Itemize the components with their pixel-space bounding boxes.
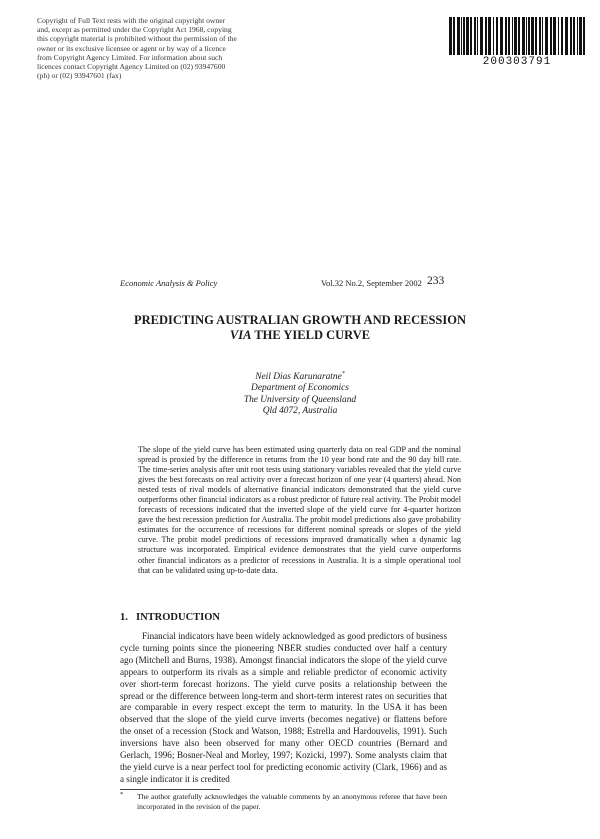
barcode-number: 200303791 <box>482 56 552 68</box>
barcode-bar <box>449 17 452 55</box>
barcode-bar <box>470 17 472 55</box>
barcode-bar <box>474 17 476 55</box>
barcode-bar <box>577 17 578 55</box>
running-head-volume: Vol.32 No.2, September 2002 <box>321 278 422 288</box>
barcode-bar <box>477 17 478 55</box>
section-number: 1. <box>120 612 128 623</box>
barcode-bar <box>531 17 534 55</box>
author-university: The University of Queensland <box>243 394 357 405</box>
barcode-bar <box>573 17 575 55</box>
footnote-rule <box>120 789 220 790</box>
barcode-bar <box>553 17 556 55</box>
running-head-journal: Economic Analysis & Policy <box>120 278 218 288</box>
author-block <box>200 369 400 417</box>
section-heading <box>120 612 220 623</box>
author-department: Department of Economics <box>251 383 349 394</box>
author-location: Qld 4072, Australia <box>262 406 338 417</box>
barcode-bar <box>579 17 582 55</box>
title-line-1: PREDICTING AUSTRALIAN GROWTH AND RECESSION <box>133 313 466 327</box>
barcode-bar <box>466 17 469 55</box>
barcode-bar <box>518 17 520 55</box>
barcode-bar <box>461 17 462 55</box>
paper-title <box>100 313 500 343</box>
page-number: 233 <box>427 275 445 287</box>
barcode-bar <box>488 17 491 55</box>
barcode-bar <box>508 17 510 55</box>
author-name-line <box>200 369 400 383</box>
barcode-bar <box>485 17 487 55</box>
author-name: Neil Dias Karunaratne <box>255 372 342 383</box>
barcode-bar <box>512 17 513 55</box>
section-title: INTRODUCTION <box>136 612 221 623</box>
barcode-bar <box>526 17 527 55</box>
barcode-bar <box>500 17 503 55</box>
barcode <box>447 17 587 68</box>
barcode-bar <box>453 17 455 55</box>
barcode-bar <box>514 17 517 55</box>
barcode-bar <box>583 17 585 55</box>
barcode-bar <box>480 17 483 55</box>
barcode-bar <box>558 17 559 55</box>
footnote-text: The author gratefully acknowledges the valuable comments by an anonymous referee that have been incorporated in the revision of the paper. <box>137 792 447 811</box>
footnote <box>120 792 447 811</box>
barcode-bar <box>561 17 563 55</box>
barcode-bar <box>545 17 548 55</box>
author-footnote-marker: * <box>341 371 345 377</box>
barcode-bar <box>570 17 572 55</box>
barcode-bar <box>535 17 537 55</box>
barcode-bar <box>565 17 568 55</box>
abstract: The slope of the yield curve has been estimated using quarterly data on real GDP and the nominal spread is proxied by the difference in returns from the 10 year bond rate and the 90 day bill rate. The time-series analysis after unit root tests using stationary variables revealed that the yield curve gives the best forecasts on real activity over a forecast horizon of one year (4 quarters) ahead. Non nested tests of rival models of alternative financial indicators demonstrated that the yield curve outperforms other financial indicators as a robust predictor of future real activity. The Probit model forecasts of recessions indicated that the inverted slope of the yield curve for 4-quarter horizon gave the best recession prediction for Australia. The probit model predictions also gave probability estimates for the occurrence of recessions for different nominal spreads or slopes of the yield curve. The probit model predictions of recessions improved dramatically when a dynamic lag structure was incorporated. Empirical evidence demonstrates that the yield curve outperforms other financial indicators as a predictor of recessions in Australia. It is a simple operational tool that can be validated using up-to-date data. <box>138 445 461 575</box>
title-line-2-rest: THE YIELD CURVE <box>251 328 371 342</box>
body-paragraph: Financial indicators have been widely acknowledged as good predictors of business cycle turning points since the pioneering NBER studies conducted over half a century ago (Mitchell and Burns, 1938). Amongst financial indicators the slope of the yield curve appears to outperform its rivals as a simple and reliable predictor of economic activity over short-term forecast horizons. The yield curve posits a relationship between the spread or the difference between long-term and short-term interest rates on securities that are comparable in every respect except the term to maturity. In the USA it has been observed that the slope of the yield curve inverts (becomes negative) or flattens before the onset of a recession (Stock and Watson, 1988; Estrella and Hardouvelis, 1991). Such inversions have also been observed for many other OECD countries (Bernard and Gerlach, 1996; Bosner-Neal and Morley, 1997; Kozicki, 1997). Some analysts claim that the yield curve is a near perfect tool for predicting economic activity (Clark, 1966) and as a single indicator it is credited <box>120 631 447 784</box>
barcode-bar <box>528 17 530 55</box>
barcode-bar <box>539 17 541 55</box>
barcode-bar <box>463 17 465 55</box>
title-line-2 <box>100 328 500 343</box>
barcode-bar <box>542 17 543 55</box>
barcode-bar <box>505 17 507 55</box>
footnote-marker: * <box>120 791 124 798</box>
barcode-bar <box>522 17 525 55</box>
barcode-image <box>447 17 587 55</box>
barcode-bar <box>493 17 494 55</box>
title-via: VIA <box>229 328 252 342</box>
barcode-bar <box>550 17 552 55</box>
barcode-bar <box>457 17 460 55</box>
barcode-bar <box>496 17 498 55</box>
copyright-notice: Copyright of Full Text rests with the original copyright owner and, except as permitted under the Copyright Act 1968, copying this copyright material is prohibited without the permission of the owner or its exclusive licensee or agent or by way of a licence from Copyright Agency Limited. For information about such licences contact Copyright Agency Limited on (02) 93947600 (ph) or (02) 93947601 (fax) <box>37 16 237 81</box>
